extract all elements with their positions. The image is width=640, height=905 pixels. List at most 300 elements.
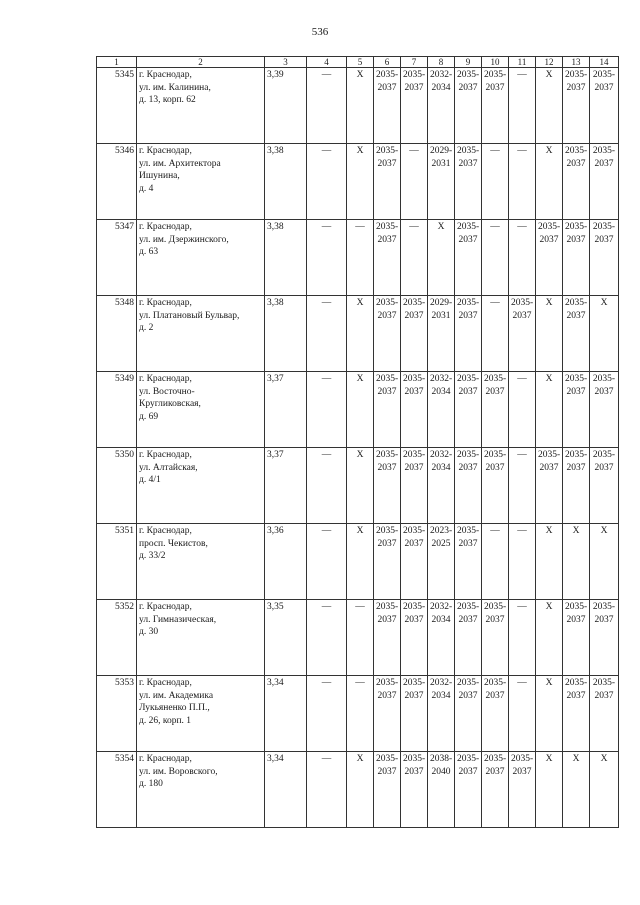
year-cell: X <box>347 68 374 144</box>
year-cell <box>509 752 536 828</box>
period-line: 2035- <box>457 602 480 612</box>
period-line: 2035- <box>484 754 507 764</box>
year-cell <box>374 524 401 600</box>
year-cell: — <box>482 144 509 220</box>
address-cell <box>137 448 265 524</box>
period-line: 2035- <box>565 298 588 308</box>
period-line: 2035- <box>457 754 480 764</box>
year-cell: X <box>428 220 455 296</box>
column-number: 1 <box>97 57 137 68</box>
period-line: 2037 <box>539 462 559 473</box>
row-number-cell: 5347 <box>97 220 137 296</box>
period-line: 2037 <box>539 234 559 245</box>
address-cell <box>137 600 265 676</box>
period-line: 2037 <box>404 82 424 93</box>
year-cell: — <box>509 220 536 296</box>
period-line: 2037 <box>377 614 397 625</box>
year-cell: X <box>536 296 563 372</box>
address-line: г. Краснодар, <box>139 526 192 536</box>
row-number-cell: 5346 <box>97 144 137 220</box>
period-line: 2037 <box>594 462 614 473</box>
year-cell: — <box>347 600 374 676</box>
year-cell <box>455 600 482 676</box>
row-number-cell: 5348 <box>97 296 137 372</box>
address-line: д. 4/1 <box>139 475 161 485</box>
period-line: 2035- <box>565 70 588 80</box>
year-cell <box>590 372 619 448</box>
address-line: д. 30 <box>139 627 159 637</box>
year-cell <box>401 752 428 828</box>
row-number-cell: 5351 <box>97 524 137 600</box>
address-line: ул. им. Дзержинского, <box>139 234 229 245</box>
period-line: 2037 <box>566 310 586 321</box>
year-cell <box>590 68 619 144</box>
period-line: 2035- <box>376 450 399 460</box>
year-cell <box>374 600 401 676</box>
address-line: г. Краснодар, <box>139 678 192 688</box>
period-line: 2035- <box>484 678 507 688</box>
year-cell: X <box>347 296 374 372</box>
period-line: 2037 <box>485 462 505 473</box>
address-line: д. 33/2 <box>139 551 166 561</box>
year-cell <box>374 68 401 144</box>
period-line: 2032- <box>430 374 453 384</box>
column-number: 4 <box>307 57 347 68</box>
period-line: 2037 <box>594 614 614 625</box>
period-line: 2037 <box>377 538 397 549</box>
address-line: просп. Чекистов, <box>139 538 208 549</box>
period-line: 2032- <box>430 70 453 80</box>
period-line: 2037 <box>594 234 614 245</box>
period-line: 2035- <box>592 450 616 460</box>
address-line: г. Краснодар, <box>139 298 192 308</box>
table-row <box>97 372 619 448</box>
year-cell <box>482 448 509 524</box>
period-line: 2037 <box>566 690 586 701</box>
year-cell <box>455 752 482 828</box>
address-line: д. 63 <box>139 247 159 257</box>
year-cell <box>590 144 619 220</box>
year-cell <box>590 220 619 296</box>
address-line: д. 69 <box>139 411 159 422</box>
address-line: Кругликовская, <box>139 399 201 409</box>
year-cell <box>374 676 401 752</box>
year-cell <box>428 600 455 676</box>
row-number-cell: 5354 <box>97 752 137 828</box>
period-line: 2037 <box>404 310 424 321</box>
address-cell <box>137 676 265 752</box>
period-line: 2035- <box>376 678 399 688</box>
period-line: 2035- <box>565 374 588 384</box>
column-number: 3 <box>265 57 307 68</box>
year-cell: — <box>509 600 536 676</box>
year-cell: X <box>347 448 374 524</box>
period-line: 2035- <box>565 450 588 460</box>
year-cell <box>482 752 509 828</box>
table-row <box>97 296 619 372</box>
period-line: 2035- <box>457 222 480 232</box>
address-line: г. Краснодар, <box>139 374 192 384</box>
year-cell <box>563 676 590 752</box>
row-number-cell: 5345 <box>97 68 137 144</box>
period-line: 2037 <box>512 310 532 321</box>
year-cell: — <box>401 220 428 296</box>
period-line: 2032- <box>430 678 453 688</box>
period-line: 2035- <box>565 602 588 612</box>
year-cell: — <box>509 68 536 144</box>
year-cell: — <box>482 296 509 372</box>
year-cell <box>374 448 401 524</box>
year-cell <box>536 220 563 296</box>
column-number: 10 <box>482 57 509 68</box>
value-cell: 3,35 <box>265 600 307 676</box>
address-line: г. Краснодар, <box>139 146 192 156</box>
address-line: ул. Гимназическая, <box>139 614 217 625</box>
year-cell <box>563 220 590 296</box>
period-line: 2040 <box>431 766 451 777</box>
address-line: Ишунина, <box>139 171 180 181</box>
year-cell <box>428 676 455 752</box>
period-line: 2032- <box>430 450 453 460</box>
period-line: 2035- <box>484 602 507 612</box>
period-line: 2035- <box>592 70 616 80</box>
year-cell <box>482 676 509 752</box>
year-cell <box>563 372 590 448</box>
column-number: 12 <box>536 57 563 68</box>
year-cell <box>374 752 401 828</box>
period-line: 2037 <box>404 462 424 473</box>
address-line: д. 180 <box>139 779 163 789</box>
year-cell <box>428 144 455 220</box>
period-line: 2035- <box>403 450 426 460</box>
column-number-row <box>97 57 619 68</box>
period-line: 2037 <box>594 82 614 93</box>
period-line: 2035- <box>403 374 426 384</box>
year-cell <box>401 68 428 144</box>
period-line: 2035- <box>376 754 399 764</box>
page-number: 536 <box>311 26 329 38</box>
year-cell: X <box>347 144 374 220</box>
period-line: 2037 <box>458 82 478 93</box>
period-line: 2035- <box>484 374 507 384</box>
address-line: ул. им. Калинина, <box>139 82 211 93</box>
period-line: 2035- <box>403 70 426 80</box>
period-line: 2037 <box>458 234 478 245</box>
year-cell <box>455 68 482 144</box>
table-row <box>97 68 619 144</box>
year-cell <box>428 752 455 828</box>
year-cell <box>563 296 590 372</box>
year-cell: — <box>307 600 347 676</box>
address-line: г. Краснодар, <box>139 222 192 232</box>
year-cell <box>374 220 401 296</box>
address-line: ул. Платановый Бульвар, <box>139 310 240 321</box>
period-line: 2031 <box>431 158 451 169</box>
period-line: 2037 <box>404 614 424 625</box>
period-line: 2037 <box>485 690 505 701</box>
year-cell: X <box>590 752 619 828</box>
year-cell: — <box>307 752 347 828</box>
value-cell: 3,34 <box>265 676 307 752</box>
table-row <box>97 524 619 600</box>
period-line: 2035- <box>376 526 399 536</box>
year-cell: X <box>347 524 374 600</box>
period-line: 2035- <box>457 526 480 536</box>
period-line: 2037 <box>458 538 478 549</box>
year-cell: — <box>509 448 536 524</box>
period-line: 2035- <box>484 450 507 460</box>
period-line: 2037 <box>458 158 478 169</box>
year-cell: X <box>347 752 374 828</box>
value-cell: 3,38 <box>265 296 307 372</box>
period-line: 2035- <box>457 298 480 308</box>
period-line: 2035- <box>457 146 480 156</box>
year-cell: — <box>307 296 347 372</box>
year-cell <box>563 448 590 524</box>
period-line: 2037 <box>458 690 478 701</box>
year-cell <box>455 144 482 220</box>
address-line: г. Краснодар, <box>139 70 192 80</box>
period-line: 2037 <box>566 386 586 397</box>
period-line: 2023- <box>430 526 453 536</box>
year-cell: X <box>536 372 563 448</box>
period-line: 2037 <box>377 82 397 93</box>
period-line: 2029- <box>430 146 453 156</box>
period-line: 2037 <box>377 234 397 245</box>
year-cell: X <box>536 676 563 752</box>
period-line: 2035- <box>565 222 588 232</box>
table-row <box>97 600 619 676</box>
value-cell: 3,38 <box>265 220 307 296</box>
year-cell <box>374 144 401 220</box>
address-line: ул. им. Воровского, <box>139 766 218 777</box>
period-line: 2035- <box>457 374 480 384</box>
period-line: 2035- <box>565 678 588 688</box>
period-line: 2037 <box>566 614 586 625</box>
year-cell: X <box>536 144 563 220</box>
period-line: 2037 <box>566 234 586 245</box>
column-number: 6 <box>374 57 401 68</box>
period-line: 2034 <box>431 690 451 701</box>
period-line: 2037 <box>485 82 505 93</box>
column-number: 9 <box>455 57 482 68</box>
period-line: 2034 <box>431 386 451 397</box>
year-cell <box>455 372 482 448</box>
year-cell: — <box>307 220 347 296</box>
year-cell <box>563 68 590 144</box>
year-cell: — <box>307 448 347 524</box>
period-line: 2037 <box>458 766 478 777</box>
period-line: 2035- <box>592 602 616 612</box>
year-cell <box>401 372 428 448</box>
period-line: 2035- <box>376 146 399 156</box>
year-cell <box>428 372 455 448</box>
period-line: 2025 <box>431 538 451 549</box>
period-line: 2035- <box>592 374 616 384</box>
year-cell: X <box>590 296 619 372</box>
value-cell: 3,39 <box>265 68 307 144</box>
address-line: д. 13, корп. 62 <box>139 95 196 105</box>
period-line: 2037 <box>377 462 397 473</box>
year-cell: — <box>347 676 374 752</box>
year-cell <box>536 448 563 524</box>
period-line: 2035- <box>376 602 399 612</box>
period-line: 2035- <box>592 678 616 688</box>
value-cell: 3,38 <box>265 144 307 220</box>
address-line: Лукьяненко П.П., <box>139 703 210 713</box>
year-cell: — <box>482 524 509 600</box>
table-row <box>97 676 619 752</box>
period-line: 2037 <box>566 82 586 93</box>
year-cell <box>590 448 619 524</box>
period-line: 2037 <box>566 158 586 169</box>
year-cell: — <box>307 676 347 752</box>
table-row <box>97 752 619 828</box>
period-line: 2037 <box>458 614 478 625</box>
period-line: 2035- <box>403 678 426 688</box>
year-cell <box>428 524 455 600</box>
year-cell <box>401 600 428 676</box>
row-number-cell: 5353 <box>97 676 137 752</box>
period-line: 2037 <box>377 310 397 321</box>
period-line: 2037 <box>458 310 478 321</box>
period-line: 2035- <box>403 526 426 536</box>
address-line: ул. Восточно- <box>139 386 195 397</box>
period-line: 2032- <box>430 602 453 612</box>
table-row <box>97 220 619 296</box>
address-line: г. Краснодар, <box>139 450 192 460</box>
period-line: 2035- <box>376 222 399 232</box>
period-line: 2037 <box>566 462 586 473</box>
year-cell <box>455 220 482 296</box>
address-cell <box>137 296 265 372</box>
housing-registry-table <box>96 56 619 828</box>
column-number: 14 <box>590 57 619 68</box>
year-cell: — <box>307 68 347 144</box>
year-cell <box>428 68 455 144</box>
year-cell: X <box>347 372 374 448</box>
year-cell <box>455 676 482 752</box>
value-cell: 3,37 <box>265 448 307 524</box>
year-cell <box>374 296 401 372</box>
year-cell <box>590 600 619 676</box>
address-line: г. Краснодар, <box>139 602 192 612</box>
year-cell: X <box>536 752 563 828</box>
period-line: 2035- <box>538 222 561 232</box>
year-cell: X <box>536 68 563 144</box>
address-line: ул. Алтайская, <box>139 462 198 473</box>
year-cell: X <box>563 524 590 600</box>
period-line: 2034 <box>431 614 451 625</box>
address-cell <box>137 220 265 296</box>
address-line: д. 26, корп. 1 <box>139 715 192 726</box>
period-line: 2034 <box>431 462 451 473</box>
year-cell: — <box>401 144 428 220</box>
year-cell <box>401 524 428 600</box>
row-number-cell: 5352 <box>97 600 137 676</box>
year-cell: — <box>509 144 536 220</box>
year-cell: X <box>563 752 590 828</box>
year-cell <box>509 296 536 372</box>
year-cell <box>374 372 401 448</box>
year-cell <box>455 524 482 600</box>
year-cell: X <box>590 524 619 600</box>
address-cell <box>137 68 265 144</box>
period-line: 2037 <box>485 614 505 625</box>
period-line: 2035- <box>592 146 616 156</box>
period-line: 2037 <box>377 386 397 397</box>
period-line: 2035- <box>592 222 616 232</box>
year-cell: X <box>536 600 563 676</box>
period-line: 2031 <box>431 310 451 321</box>
period-line: 2034 <box>431 82 451 93</box>
period-line: 2037 <box>594 690 614 701</box>
period-line: 2037 <box>377 690 397 701</box>
column-number: 7 <box>401 57 428 68</box>
period-line: 2037 <box>404 538 424 549</box>
period-line: 2037 <box>485 386 505 397</box>
period-line: 2037 <box>377 766 397 777</box>
year-cell <box>563 600 590 676</box>
address-cell <box>137 144 265 220</box>
year-cell <box>455 448 482 524</box>
value-cell: 3,34 <box>265 752 307 828</box>
period-line: 2037 <box>594 386 614 397</box>
period-line: 2037 <box>594 158 614 169</box>
year-cell: — <box>509 676 536 752</box>
year-cell <box>482 372 509 448</box>
year-cell <box>401 448 428 524</box>
period-line: 2037 <box>512 766 532 777</box>
period-line: 2037 <box>404 766 424 777</box>
period-line: 2035- <box>511 298 534 308</box>
column-number: 8 <box>428 57 455 68</box>
address-line: д. 2 <box>139 323 154 333</box>
period-line: 2037 <box>458 462 478 473</box>
year-cell <box>428 296 455 372</box>
address-line: ул. им. Академика <box>139 690 214 701</box>
year-cell: — <box>482 220 509 296</box>
year-cell: — <box>509 372 536 448</box>
period-line: 2035- <box>457 678 480 688</box>
period-line: 2035- <box>403 602 426 612</box>
period-line: 2038- <box>430 754 453 764</box>
address-cell <box>137 752 265 828</box>
year-cell: — <box>307 144 347 220</box>
year-cell: — <box>307 524 347 600</box>
row-number-cell: 5349 <box>97 372 137 448</box>
period-line: 2035- <box>457 450 480 460</box>
period-line: 2029- <box>430 298 453 308</box>
period-line: 2035- <box>457 70 480 80</box>
period-line: 2037 <box>458 386 478 397</box>
period-line: 2035- <box>376 70 399 80</box>
year-cell <box>428 448 455 524</box>
period-line: 2037 <box>485 766 505 777</box>
table-row <box>97 144 619 220</box>
value-cell: 3,36 <box>265 524 307 600</box>
year-cell <box>401 296 428 372</box>
address-line: г. Краснодар, <box>139 754 192 764</box>
address-line: д. 4 <box>139 183 154 194</box>
column-number: 13 <box>563 57 590 68</box>
table-body <box>97 68 619 828</box>
year-cell: X <box>536 524 563 600</box>
column-number: 5 <box>347 57 374 68</box>
period-line: 2035- <box>376 298 399 308</box>
column-number: 11 <box>509 57 536 68</box>
column-number: 2 <box>137 57 265 68</box>
